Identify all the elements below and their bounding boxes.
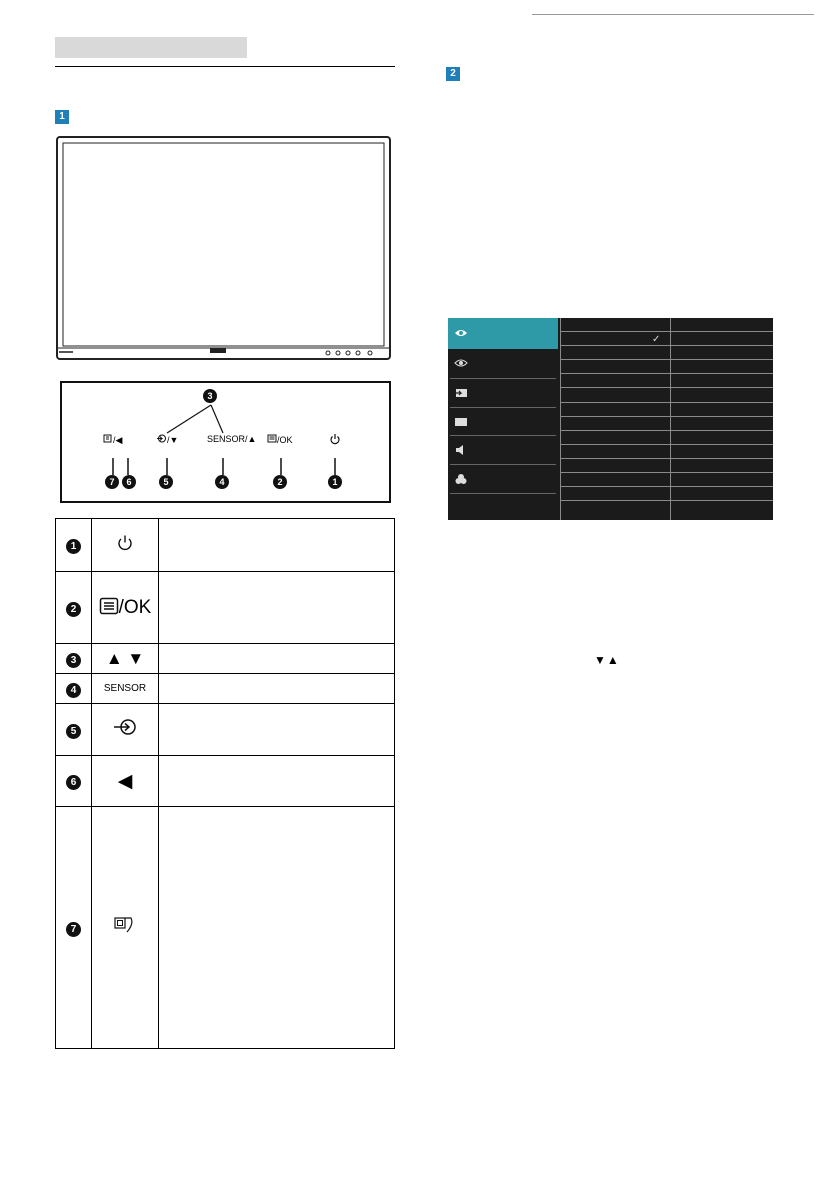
row-number: 5 — [66, 724, 81, 739]
row-number: 7 — [66, 922, 81, 937]
table-row — [56, 756, 395, 807]
smartimage-back-label — [103, 434, 122, 446]
osd-tab-divider — [450, 435, 556, 436]
row-description — [159, 756, 395, 807]
osd-row-line — [671, 500, 773, 501]
osd-row-line — [671, 331, 773, 332]
input-icon[interactable] — [454, 387, 468, 399]
row-number: 1 — [66, 539, 81, 554]
row-number: 6 — [66, 775, 81, 790]
osd-row-line — [561, 500, 670, 501]
input-icon — [113, 718, 137, 736]
osd-row-line — [671, 486, 773, 487]
callout-2: 2 — [273, 475, 287, 489]
controls-table — [55, 518, 395, 1049]
osd-tab-divider — [450, 493, 556, 494]
section-badge-1: 1 — [55, 110, 69, 124]
callout-7: 7 — [105, 475, 119, 489]
table-row — [56, 704, 395, 756]
monitor-illustration — [55, 135, 395, 365]
eye-icon[interactable] — [454, 357, 468, 369]
section-badge-2: 2 — [446, 67, 460, 81]
callout-3: 3 — [203, 389, 217, 403]
osd-row-line — [671, 345, 773, 346]
sensor-up-label: SENSOR/▲ — [207, 434, 257, 444]
osd-row-line — [561, 444, 670, 445]
osd-row-line — [561, 472, 670, 473]
osd-row-line — [561, 416, 670, 417]
table-row — [56, 807, 395, 1049]
header-rule — [532, 14, 814, 15]
brand-logo — [210, 348, 226, 353]
osd-row-line — [561, 359, 670, 360]
menu-ok-text: /OK — [118, 596, 152, 618]
osd-tab-divider — [450, 464, 556, 465]
row-description — [159, 572, 395, 644]
osd-row-line — [671, 458, 773, 459]
row-number: 3 — [66, 653, 81, 668]
row-description — [159, 519, 395, 572]
input-icon — [157, 434, 167, 443]
callout-4: 4 — [215, 475, 229, 489]
row-description — [159, 674, 395, 704]
section-title-bar — [55, 37, 247, 58]
row-number: 4 — [66, 683, 81, 698]
down-up-glyphs: ▼▲ — [594, 653, 620, 667]
table-row — [56, 572, 395, 644]
osd-row-line — [671, 472, 773, 473]
power-icon — [116, 534, 134, 552]
menu-ok-label — [267, 434, 293, 445]
osd-column-divider — [670, 318, 671, 520]
osd-row-line — [671, 373, 773, 374]
osd-row-line — [671, 444, 773, 445]
osd-row-line — [671, 430, 773, 431]
osd-row-line — [561, 387, 670, 388]
row-description — [159, 644, 395, 674]
menu-icon — [267, 434, 277, 443]
osd-check-mark: ✓ — [652, 334, 661, 345]
up-down-arrows-icon: ▲ ▼ — [92, 644, 159, 674]
down-label: /▼ — [167, 435, 179, 445]
menu-icon — [99, 597, 119, 615]
osd-row-line — [561, 430, 670, 431]
osd-row-line — [561, 331, 670, 332]
picture-icon[interactable] — [454, 416, 468, 428]
osd-row-line — [561, 345, 670, 346]
table-row — [56, 674, 395, 704]
color-icon[interactable] — [454, 473, 468, 485]
smartimage-icon — [103, 434, 113, 443]
row-number: 2 — [66, 602, 81, 617]
callout-6: 6 — [122, 475, 136, 489]
callout-5: 5 — [159, 475, 173, 489]
osd-row-line — [671, 387, 773, 388]
osd-row-line — [561, 458, 670, 459]
osd-menu — [448, 318, 773, 520]
sensor-text: SENSOR — [92, 674, 159, 704]
control-panel-closeup — [60, 381, 391, 503]
osd-row-line — [561, 402, 670, 403]
osd-tab-divider — [450, 407, 556, 408]
osd-row-line — [671, 402, 773, 403]
audio-icon[interactable] — [454, 444, 468, 456]
osd-column-divider — [560, 318, 561, 520]
row-description — [159, 704, 395, 756]
ok-label: /OK — [277, 435, 293, 445]
row-description — [159, 807, 395, 1049]
table-row — [56, 519, 395, 572]
model-marking — [59, 351, 73, 353]
title-underline — [55, 66, 395, 67]
back-arrow-icon: ◀ — [92, 756, 159, 807]
osd-row-line — [561, 373, 670, 374]
lowblue-eye-icon[interactable] — [454, 327, 468, 339]
osd-row-line — [561, 486, 670, 487]
osd-row-line — [671, 359, 773, 360]
smartimage-icon — [114, 917, 136, 933]
table-row — [56, 644, 395, 674]
callout-1: 1 — [328, 475, 342, 489]
power-icon — [329, 433, 341, 445]
back-label: /◀ — [113, 435, 123, 445]
osd-row-line — [671, 416, 773, 417]
input-down-label — [157, 434, 178, 445]
osd-tab-divider — [450, 378, 556, 379]
